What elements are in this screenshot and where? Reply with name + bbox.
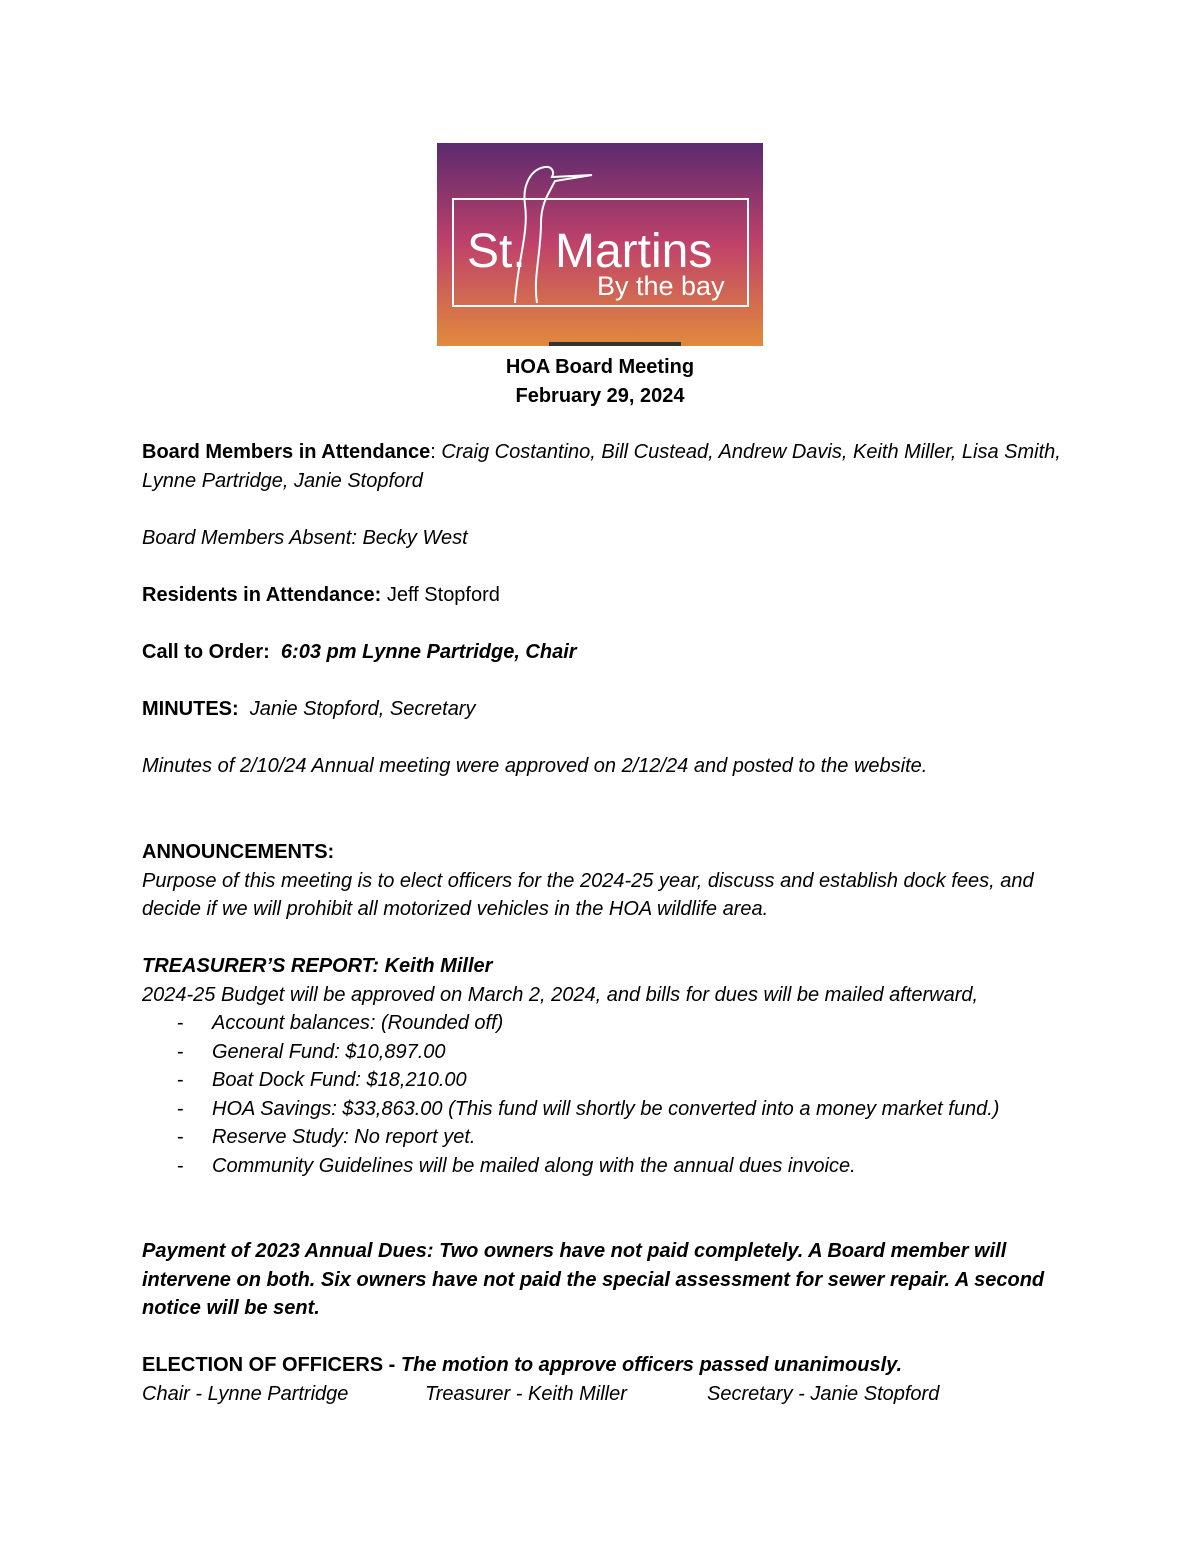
st-martins-logo (437, 143, 763, 346)
present-label: Board Members in Attendance (142, 441, 431, 463)
minutes-note: Minutes of 2/10/24 Annual meeting were approved on 2/12/24 and posted to the website. (142, 755, 928, 777)
list-item-text: Reserve Study: No report yet. (212, 1126, 476, 1148)
announcements-section (142, 838, 1082, 924)
treasurer-intro: 2024-25 Budget will be approved on March 2, 2024, and bills for dues will be mailed afterward, (142, 983, 979, 1006)
list-item: - HOA Savings: $33,863.00 (This fund will shortly be converted into a money market fund.) (177, 1097, 1000, 1120)
treasurer-heading: TREASURER’S REPORT: Keith Miller (142, 955, 493, 977)
officer-secretary: Secretary - Janie Stopford (707, 1383, 940, 1405)
minutes (142, 695, 1082, 724)
attendance-absent: Board Members Absent: Becky West (142, 527, 468, 549)
announcements-heading: ANNOUNCEMENTS: (142, 841, 335, 863)
list-item: - Boat Dock Fund: $18,210.00 (177, 1069, 467, 1091)
document-header (0, 353, 1200, 411)
treasurer-list (142, 1009, 1082, 1180)
list-item: - General Fund: $10,897.00 (177, 1040, 446, 1063)
election-label: ELECTION OF OFFICERS - (142, 1354, 401, 1376)
call-to-order (142, 638, 1082, 667)
document-date: February 29, 2024 (515, 385, 685, 407)
treasurer-section (142, 952, 1082, 1180)
announcements-text: Purpose of this meeting is to elect officers for the 2024-25 year, discuss and establish dock fees, and decide if we will prohibit all motorized vehicles in the HOA wildlife area. (142, 869, 1034, 920)
call-to-order-value: 6:03 pm Lynne Partridge, Chair (280, 641, 577, 663)
officer-treasurer: Treasurer - Keith Miller (425, 1383, 627, 1405)
officers-row (142, 1380, 1082, 1409)
present-names: Craig Costantino, Bill Custead, Andrew Davis, Keith Miller, Lisa Smith, Lynne Partridge, Janie Stopford (142, 441, 1061, 492)
attendance-present: Board Members in Attendance: Craig Costantino, Bill Custead, Andrew Davis, Keith Miller, Lisa Smith, Lynne Partridge, Janie Stopford (142, 441, 1061, 492)
officer-chair: Chair - Lynne Partridge (142, 1383, 349, 1405)
list-item-text: Boat Dock Fund: $18,210.00 (212, 1069, 467, 1091)
logo-bottom-bar (549, 342, 681, 346)
residents-label: Residents in Attendance: (142, 584, 382, 606)
list-item: - Account balances: (Rounded off) (177, 1012, 504, 1034)
logo-text-st: St. (467, 225, 526, 278)
residents-names: Jeff Stopford (386, 584, 500, 606)
list-item: - Community Guidelines will be mailed along with the annual dues invoice. (177, 1154, 856, 1177)
call-to-order-label: Call to Order: (142, 641, 270, 663)
minutes-label: MINUTES: (142, 698, 239, 720)
logo-text-tagline: By the bay (597, 271, 725, 301)
document-title: HOA Board Meeting (505, 356, 695, 378)
list-item-text: General Fund: $10,897.00 (212, 1040, 446, 1063)
list-item-text: Community Guidelines will be mailed along with the annual dues invoice. (212, 1154, 856, 1177)
election-section (142, 1351, 1082, 1380)
attendance-residents (142, 581, 1082, 610)
payment-notice: Payment of 2023 Annual Dues: Two owners have not paid completely. A Board member will intervene on both. Six owners have not paid the special assessment for sewer repair. A second notice will be sent. (142, 1240, 1045, 1319)
logo-text-martins: Martins (555, 225, 713, 278)
list-item-text: Account balances: (Rounded off) (212, 1012, 504, 1034)
list-item-text: HOA Savings: $33,863.00 (This fund will shortly be converted into a money market fund.) (212, 1097, 1000, 1120)
list-item: - Reserve Study: No report yet. (177, 1126, 476, 1148)
election-text: The motion to approve officers passed unanimously. (400, 1354, 903, 1376)
logo-graphic (437, 143, 763, 346)
minutes-value: Janie Stopford, Secretary (249, 698, 476, 720)
